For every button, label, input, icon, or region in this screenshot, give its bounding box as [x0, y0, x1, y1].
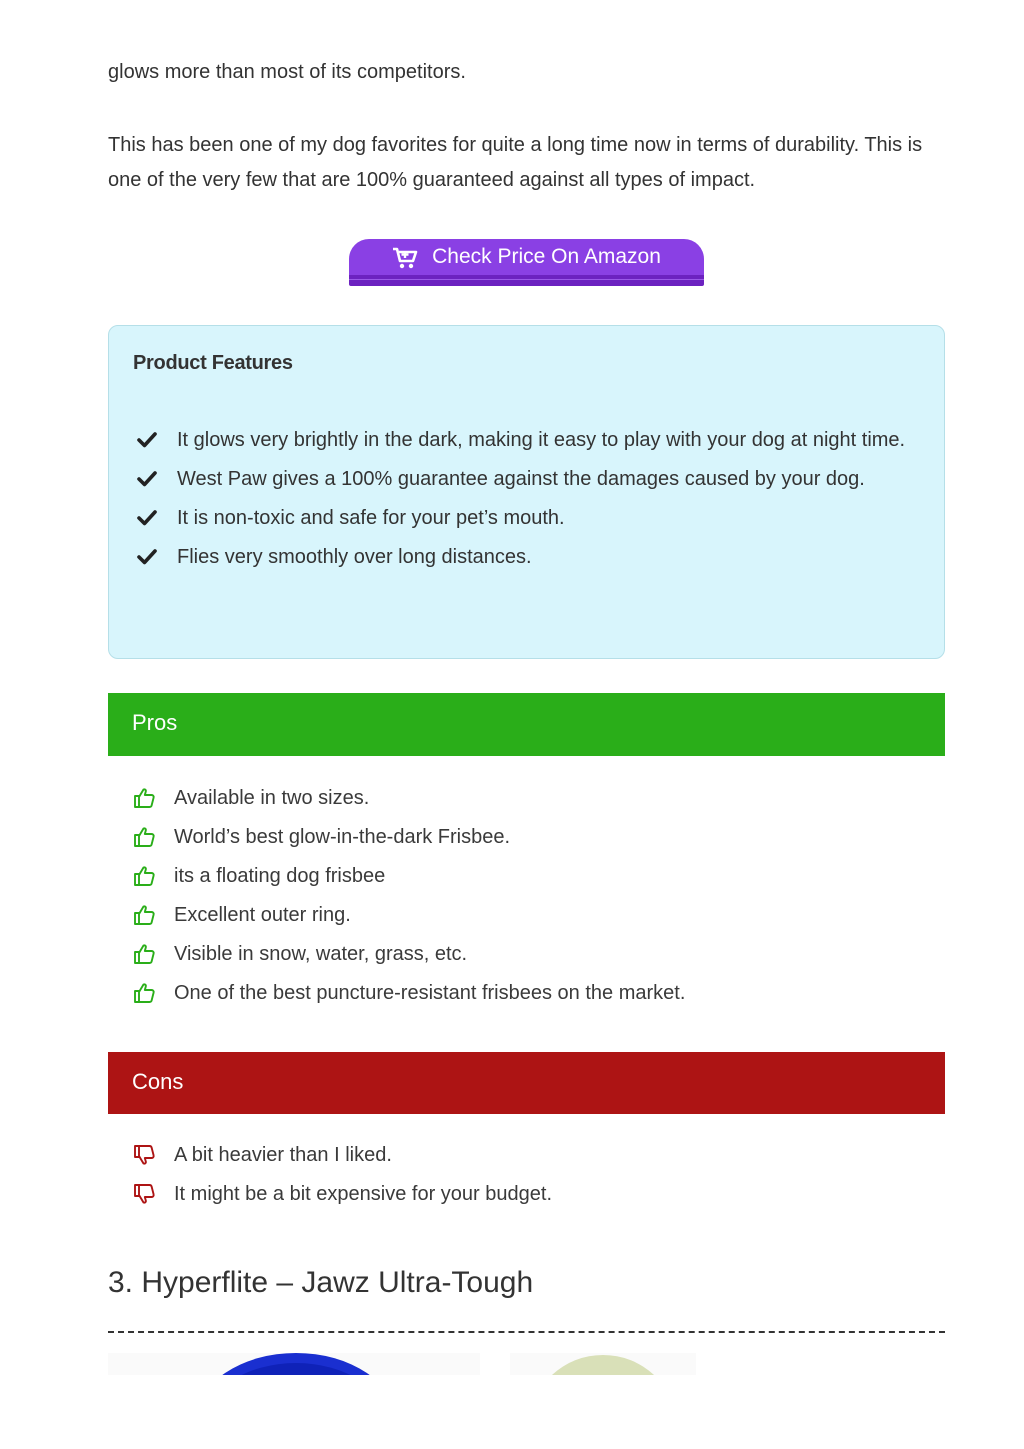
pro-item: its a floating dog frisbee — [132, 863, 685, 902]
thumbs-up-icon — [132, 981, 156, 1005]
cons-list — [132, 1142, 552, 1220]
product-image-1 — [108, 1353, 480, 1375]
check-icon — [137, 431, 157, 449]
thumbs-up-icon — [132, 786, 156, 810]
features-title: Product Features — [133, 352, 293, 374]
feature-item: Flies very smoothly over long distances. — [133, 543, 923, 572]
cons-header: Cons — [108, 1052, 945, 1114]
pro-item: Excellent outer ring. — [132, 902, 685, 941]
check-price-label: Check Price On Amazon — [432, 245, 661, 268]
cta-wrapper — [349, 239, 704, 286]
intro-paragraph: This has been one of my dog favorites for quite a long time now in terms of durability. This is one of the very few that are 100% guaranteed against all types of impact. — [108, 134, 923, 191]
thumbs-down-icon — [132, 1182, 156, 1206]
product-features-box — [108, 325, 945, 659]
pro-item: World’s best glow-in-the-dark Frisbee. — [132, 824, 685, 863]
product-image-2 — [510, 1353, 696, 1375]
con-item: It might be a bit expensive for your budget. — [132, 1181, 552, 1220]
thumbs-down-icon — [132, 1143, 156, 1167]
feature-item: It is non-toxic and safe for your pet’s mouth. — [133, 504, 923, 533]
check-price-button[interactable] — [349, 239, 704, 286]
blue-frisbee-image — [108, 1353, 480, 1375]
dashed-divider — [108, 1331, 945, 1333]
check-icon — [137, 470, 157, 488]
features-list — [133, 426, 923, 582]
pro-item: Available in two sizes. — [132, 785, 685, 824]
thumbs-up-icon — [132, 942, 156, 966]
intro-line: glows more than most of its competitors. — [108, 61, 466, 83]
feature-item: West Paw gives a 100% guarantee against the damages caused by your dog. — [133, 465, 923, 494]
thumbs-up-icon — [132, 864, 156, 888]
check-icon — [137, 548, 157, 566]
section-heading: 3. Hyperflite – Jawz Ultra-Tough — [108, 1266, 534, 1299]
thumbs-up-icon — [132, 903, 156, 927]
pros-list — [132, 785, 685, 1019]
check-icon — [137, 509, 157, 527]
cart-icon — [392, 247, 418, 269]
feature-item: It glows very brightly in the dark, making it easy to play with your dog at night time. — [133, 426, 923, 455]
pros-header: Pros — [108, 693, 945, 756]
thumbs-up-icon — [132, 825, 156, 849]
glow-frisbee-image — [510, 1353, 696, 1375]
con-item: A bit heavier than I liked. — [132, 1142, 552, 1181]
pro-item: Visible in snow, water, grass, etc. — [132, 941, 685, 980]
pro-item: One of the best puncture-resistant frisbees on the market. — [132, 980, 685, 1019]
